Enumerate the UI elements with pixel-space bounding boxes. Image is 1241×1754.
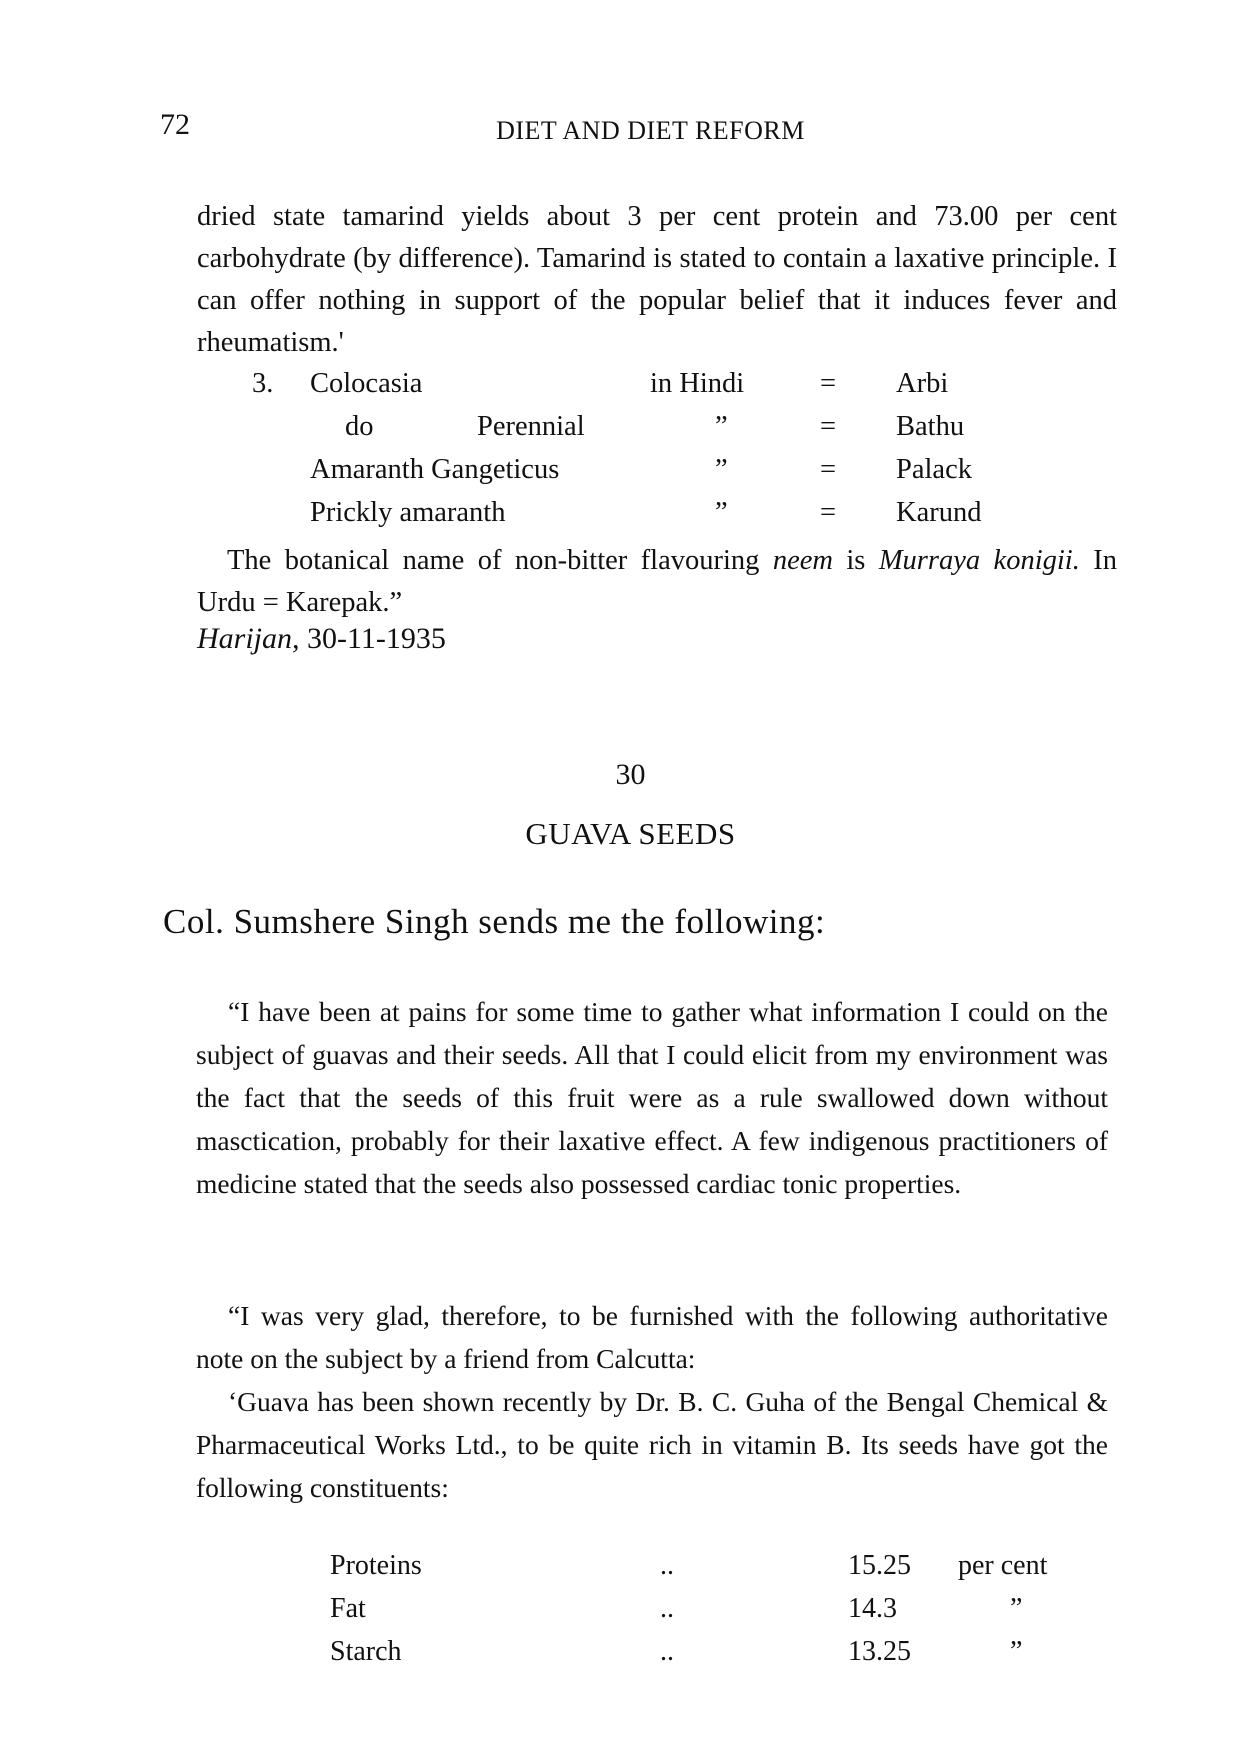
equals-sign: = (820, 368, 837, 399)
hindi-name: Bathu (896, 411, 965, 442)
quote-paragraph: “I was very glad, therefore, to be furnished with the following authoritative note on the subject by a friend from Calcutta: (196, 1300, 1108, 1374)
quote-paragraph: ‘Guava has been shown recently by Dr. B. C. Guha of the Bengal Chemical & Pharmaceutical Works Ltd., to be quite rich in vitamin B. Its seeds have got the following constituents: (196, 1386, 1108, 1503)
english-name: Amaranth Gangeticus (310, 454, 560, 485)
hindi-name: Palack (896, 454, 972, 485)
scientific-name: Murraya konigii. (878, 545, 1080, 576)
hindi-name: Arbi (896, 368, 949, 399)
constituent-name: Proteins (330, 1550, 422, 1581)
constituent-row (0, 1593, 1241, 1636)
quote-paragraph: “I have been at pains for some time to gather what information I could on the subject of guavas and their seeds. All that I could elicit from my environment was the fact that the seeds of this fruit were as a rule swallowed down without masctication, probably for their laxative effect. A few indigenous practitioners of medicine stated that the seeds also possessed cardiac tonic properties. (196, 996, 1108, 1199)
urdu-name: In Urdu = Karepak.” (197, 545, 1118, 618)
neem-term: neem (772, 545, 833, 576)
running-head: DIET AND DIET REFORM (496, 116, 805, 145)
publication-date: 30-11-1935 (299, 622, 446, 655)
vegetable-row (0, 497, 1241, 540)
constituent-name: Fat (330, 1593, 366, 1624)
vegetable-table (0, 368, 1241, 540)
constituent-name: Starch (330, 1636, 402, 1667)
constituent-value: 14.3 (848, 1593, 897, 1624)
vegetable-row (0, 411, 1241, 454)
botanical-note (197, 540, 1117, 624)
leader-dots: .. (660, 1593, 674, 1624)
ditto-mark: ” (1010, 1636, 1023, 1667)
constituent-value: 15.25 (848, 1550, 911, 1581)
row-number: 3. (252, 368, 274, 399)
chapter-title: GUAVA SEEDS (525, 816, 736, 851)
ditto-mark: ” (1010, 1593, 1023, 1624)
english-name: Prickly amaranth (310, 497, 506, 528)
leader-dots: .. (660, 1636, 674, 1667)
vegetable-row (0, 368, 1241, 411)
constituents-table (0, 1550, 1241, 1679)
intro-paragraph: dried state tamarind yields about 3 per cent protein and 73.00 per cent carbohydrate (by difference). Tamarind is stated to contain a laxative principle. I can offer nothing in support of the popular belief that it induces fever and rheumatism.' (197, 201, 1117, 358)
equals-sign: = (820, 411, 837, 442)
vegetable-row (0, 454, 1241, 497)
english-name: do (345, 411, 374, 442)
ditto-mark: ” (715, 454, 728, 485)
english-name: Colocasia (310, 368, 423, 399)
ditto-mark: ” (715, 411, 728, 442)
ditto-mark: ” (715, 497, 728, 528)
constituent-value: 13.25 (848, 1636, 911, 1667)
page-number: 72 (160, 108, 190, 141)
constituent-unit: per cent (958, 1550, 1048, 1581)
botanical-text: The botanical name of non-bitter flavouring (227, 545, 773, 576)
hindi-name: Karund (896, 497, 982, 528)
equals-sign: = (820, 497, 837, 528)
botanical-text: is (832, 545, 879, 576)
constituent-row (0, 1550, 1241, 1593)
variety-name: Perennial (477, 411, 585, 442)
chapter-number: 30 (615, 758, 646, 791)
lead-line: Col. Sumshere Singh sends me the following: (163, 902, 826, 941)
leader-dots: .. (660, 1550, 674, 1581)
language-label: in Hindi (650, 368, 745, 399)
constituent-row (0, 1636, 1241, 1679)
publication-name: Harijan, (197, 622, 300, 655)
source-citation (197, 622, 446, 656)
equals-sign: = (820, 454, 837, 485)
